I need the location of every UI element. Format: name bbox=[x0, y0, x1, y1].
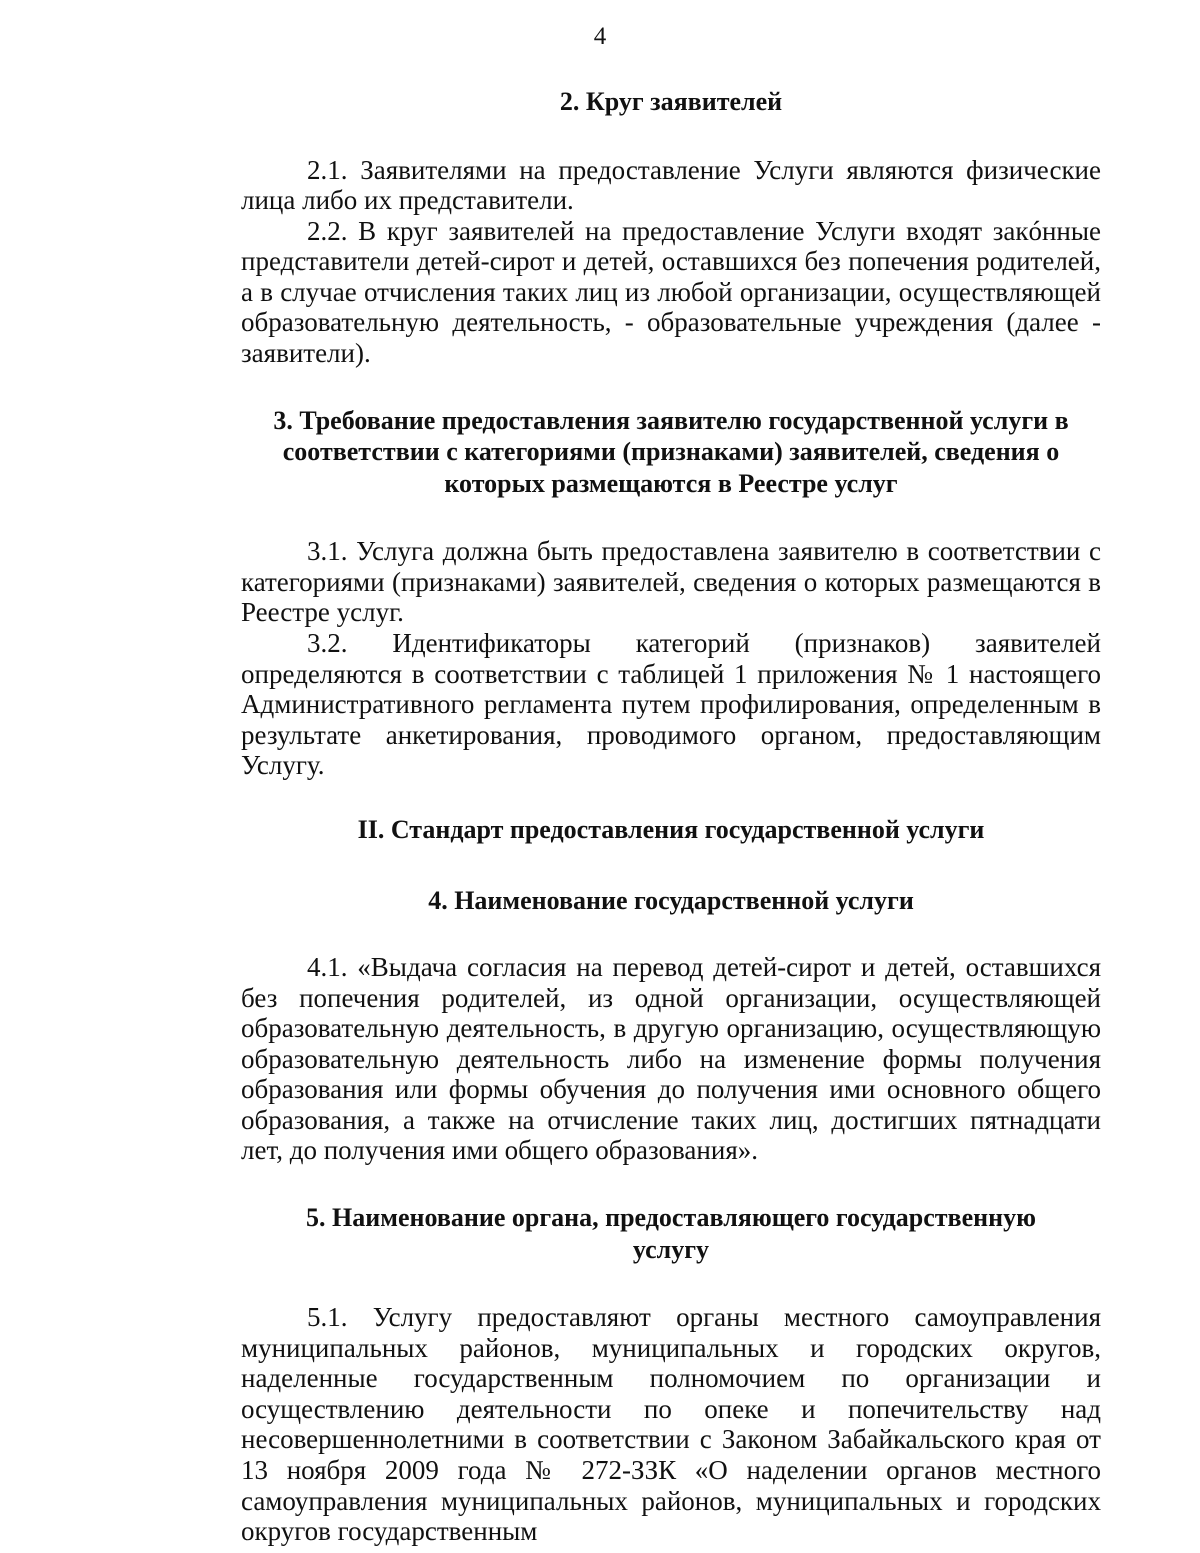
section-3-heading: 3. Требование предоставления заявителю государственной услуги в соответствии с категориями (признаками) заявителей, сведения о которых размещаются в Реестре услуг bbox=[273, 405, 1069, 498]
page-number: 4 bbox=[593, 23, 607, 50]
section-4-heading: 4. Наименование государственной услуги bbox=[428, 886, 914, 916]
document-body bbox=[241, 86, 1101, 1547]
paragraph-3-2: 3.2. Идентификаторы категорий (признаков) заявителей определяются в соответствии с таблицей 1 приложения № 1 настоящего Административного регламента путем профилирования, определенным в результате анкетирования, проводимого органом, предоставляющим Услугу. bbox=[241, 627, 1101, 781]
paragraph-3-1: 3.1. Услуга должна быть предоставлена заявителю в соответствии с категориями (признаками) заявителей, сведения о которых размещаются в Реестре услуг. bbox=[241, 536, 1101, 628]
part-2-heading: II. Стандарт предоставления государственной услуги bbox=[357, 814, 985, 844]
paragraph-4-1: 4.1. «Выдача согласия на перевод детей-сирот и детей, оставшихся без попечения родителей, из одной организации, осуществляющей образовательную деятельность, в другую организацию, осуществляющую образовательную деятельность либо на изменение формы получения образования или формы обучения до получения ими основного общего образования, а также на отчисление таких лиц, достигших пятнадцати лет, до получения ими общего образования». bbox=[241, 951, 1101, 1166]
paragraph-2-1: 2.1. Заявителями на предоставление Услуги являются физические лица либо их представители. bbox=[241, 154, 1101, 216]
paragraph-2-2: 2.2. В круг заявителей на предоставление Услуги входят закóнные представители детей-сирот и детей, оставшихся без попечения родителей, а в случае отчисления таких лиц из любой организации, осуществляющей образовательную деятельность, - образовательные учреждения (далее - заявители). bbox=[241, 215, 1101, 369]
section-5-heading: 5. Наименование органа, предоставляющего государственную услугу bbox=[306, 1203, 1036, 1264]
section-2-heading: 2. Круг заявителей bbox=[559, 87, 783, 116]
paragraph-5-1: 5.1. Услугу предоставляют органы местного самоуправления муниципальных районов, муниципальных и городских округов, наделенные государственным полномочием по организации и осуществлению деятельности по опеке и попечительству над несовершеннолетними в соответствии с Законом Забайкальского края от 13 ноября 2009 года № 272-ЗЗК «О наделении органов местного самоуправления муниципальных районов, муниципальных и городских округов государственным bbox=[241, 1302, 1101, 1547]
